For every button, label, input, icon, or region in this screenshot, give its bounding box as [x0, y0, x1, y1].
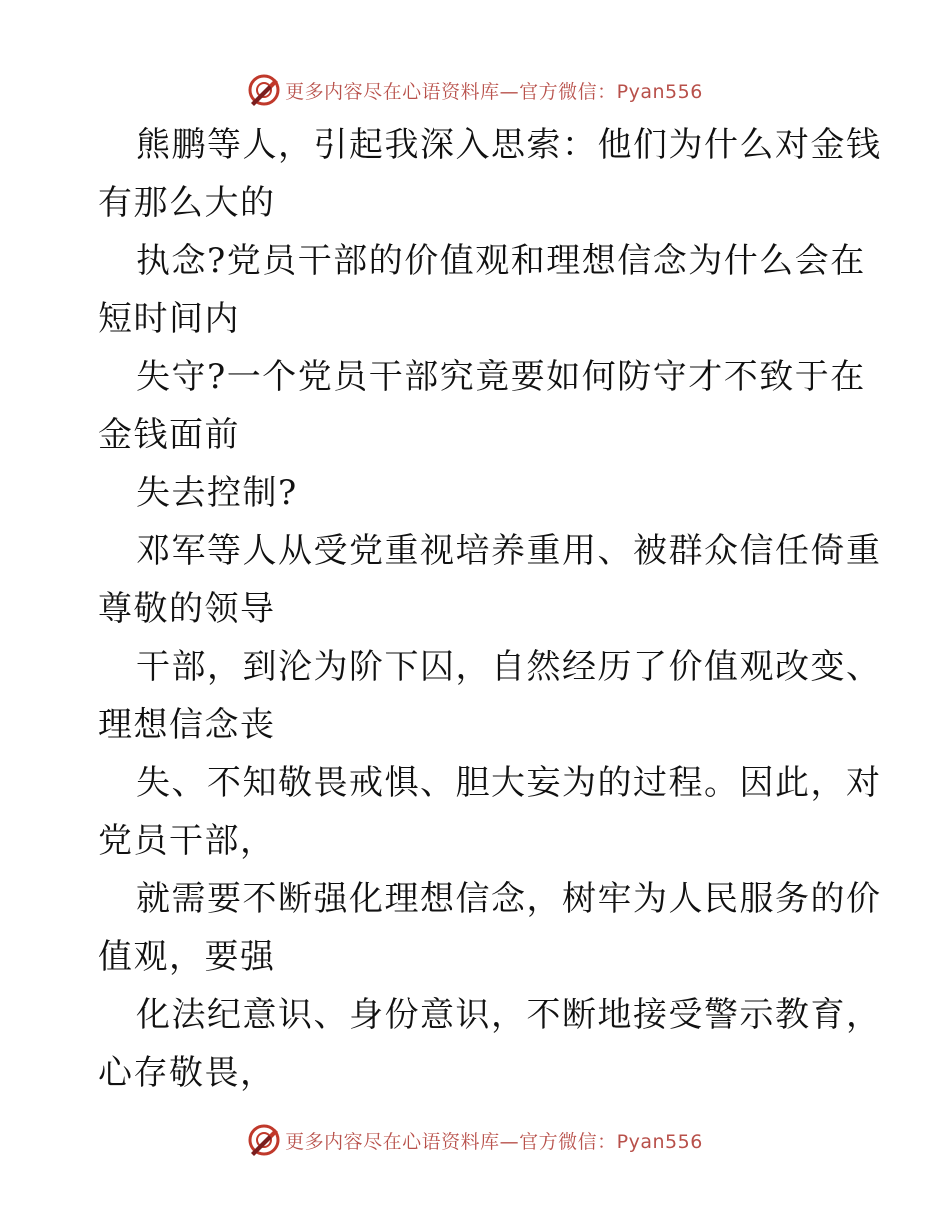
text-line: 金钱面前: [98, 415, 240, 455]
text-line: 化法纪意识、身份意识，不断地接受警示教育，: [136, 995, 882, 1035]
footer-banner-text: 更多内容尽在心语资料库—官方微信：Pyan556: [285, 1130, 703, 1153]
text-line: 失守?一个党员干部究竟要如何防守才不致于在: [136, 357, 866, 397]
footer-banner: [0, 1120, 950, 1160]
text-line: 心存敬畏，: [98, 1053, 276, 1093]
text-line: 有那么大的: [98, 183, 276, 223]
document-body: [98, 116, 882, 1102]
text-line: 干部，到沦为阶下囚，自然经历了价值观改变、: [136, 647, 882, 687]
text-line: 邓军等人从受党重视培养重用、被群众信任倚重: [136, 531, 882, 571]
text-line: 就需要不断强化理想信念，树牢为人民服务的价: [136, 879, 882, 919]
header-banner: [0, 70, 950, 110]
text-line: 短时间内: [98, 299, 240, 339]
text-line: 失去控制?: [136, 473, 298, 513]
text-line: 尊敬的领导: [98, 589, 276, 629]
text-line: 党员干部，: [98, 821, 276, 861]
header-banner-text: 更多内容尽在心语资料库—官方微信：Pyan556: [285, 80, 703, 103]
text-line: 理想信念丧: [98, 705, 276, 745]
text-line: 熊鹏等人，引起我深入思索：他们为什么对金钱: [136, 125, 882, 165]
logo-icon: [247, 1123, 281, 1157]
text-line: 执念?党员干部的价值观和理想信念为什么会在: [136, 241, 866, 281]
text-line: 失、不知敬畏戒惧、胆大妄为的过程。因此，对: [136, 763, 882, 803]
text-line: 值观，要强: [98, 937, 276, 977]
logo-icon: [247, 73, 281, 107]
